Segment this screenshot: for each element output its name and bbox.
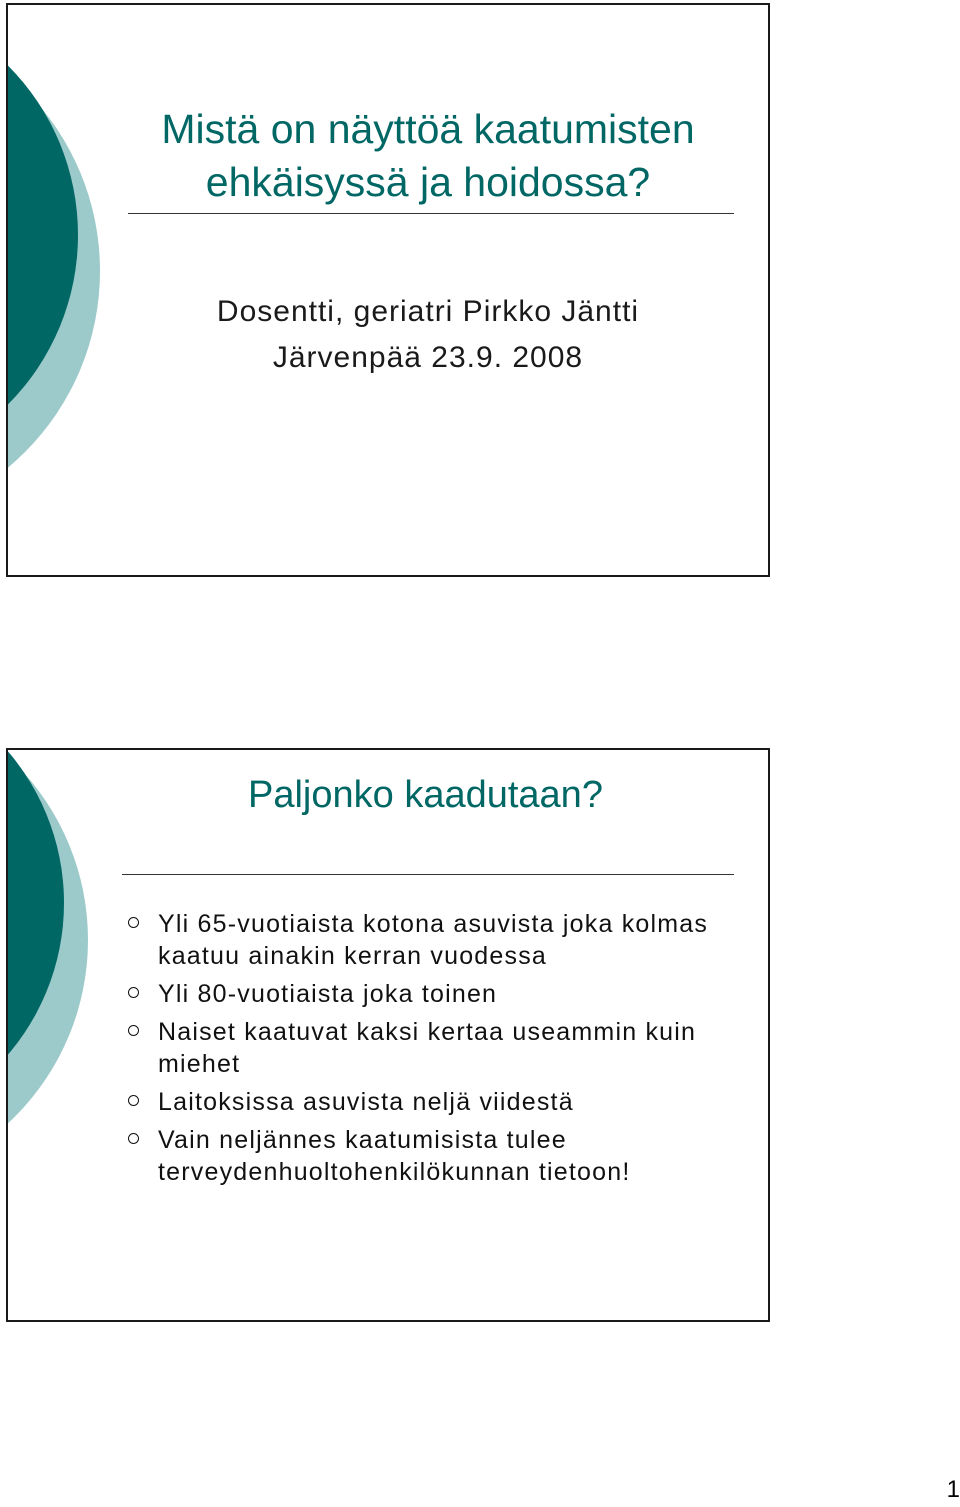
slide-title: Paljonko kaadutaan? xyxy=(248,774,603,816)
bullet-list xyxy=(128,908,758,1194)
bullet-item xyxy=(128,1016,758,1080)
bullet-text: Yli 80-vuotiaista joka toinen xyxy=(158,980,498,1008)
title-divider xyxy=(128,213,734,214)
hollow-circle-bullet-icon xyxy=(128,917,139,928)
hollow-circle-bullet-icon xyxy=(128,1095,139,1106)
hollow-circle-bullet-icon xyxy=(128,1025,139,1036)
bullet-item xyxy=(128,978,758,1010)
slide-2 xyxy=(6,748,770,1322)
slide-subtitle-author: Dosentti, geriatri Pirkko Jäntti xyxy=(216,295,640,328)
hollow-circle-bullet-icon xyxy=(128,987,139,998)
slide-subtitle-place-date: Järvenpää 23.9. 2008 xyxy=(272,341,584,374)
bullet-item xyxy=(128,908,758,972)
bullet-text: Yli 65-vuotiaista kotona asuvista joka kolmas kaatuu ainakin kerran vuodessa xyxy=(158,910,709,970)
page-number: 1 xyxy=(946,1476,960,1503)
bullet-item xyxy=(128,1086,758,1118)
bullet-text: Laitoksissa asuvista neljä viidestä xyxy=(158,1088,574,1116)
hollow-circle-bullet-icon xyxy=(128,1133,139,1144)
slide-title: Mistä on näyttöä kaatumisten ehkäisyssä ja hoidossa? xyxy=(161,106,695,205)
bullet-item xyxy=(128,1124,758,1188)
bullet-text: Naiset kaatuvat kaksi kertaa useammin kuin miehet xyxy=(158,1018,697,1078)
slide-1 xyxy=(6,3,770,577)
bullet-text: Vain neljännes kaatumisista tulee terveydenhuoltohenkilökunnan tietoon! xyxy=(158,1126,631,1186)
title-divider xyxy=(122,874,734,875)
